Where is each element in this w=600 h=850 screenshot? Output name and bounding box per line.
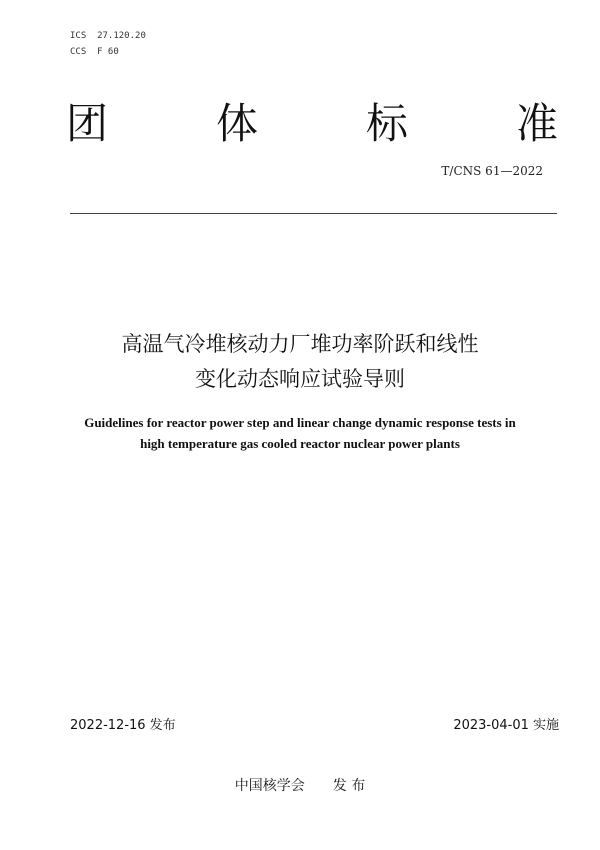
title-char: 体 xyxy=(215,99,258,148)
publisher-action: 发 布 xyxy=(332,778,366,794)
title-char: 团 xyxy=(66,99,109,148)
implementation-date: 2023-04-01 实施 xyxy=(453,718,559,733)
title-char: 准 xyxy=(515,99,558,148)
ccs-code: CCS F 60 xyxy=(70,47,119,57)
date-row xyxy=(70,714,559,733)
document-type-title xyxy=(66,96,558,152)
standard-number: T/CNS 61—2022 xyxy=(441,164,543,178)
publisher-line xyxy=(0,775,600,795)
publisher-name: 中国核学会 xyxy=(234,778,305,794)
chinese-title-line-1: 高温气冷堆核动力厂堆功率阶跃和线性 xyxy=(121,332,479,356)
chinese-title xyxy=(0,327,600,397)
chinese-title-line-2: 变化动态响应试验导则 xyxy=(195,367,405,391)
ics-code: ICS 27.120.20 xyxy=(70,31,146,41)
issue-date: 2022-12-16 发布 xyxy=(70,718,176,733)
english-title-line-1: Guidelines for reactor power step and linear change dynamic response tests in xyxy=(84,415,516,430)
classification-codes xyxy=(70,28,146,60)
english-title xyxy=(0,412,600,454)
title-char: 标 xyxy=(365,99,408,148)
english-title-line-2: high temperature gas cooled reactor nuclear power plants xyxy=(140,436,460,451)
header-divider xyxy=(70,213,557,214)
